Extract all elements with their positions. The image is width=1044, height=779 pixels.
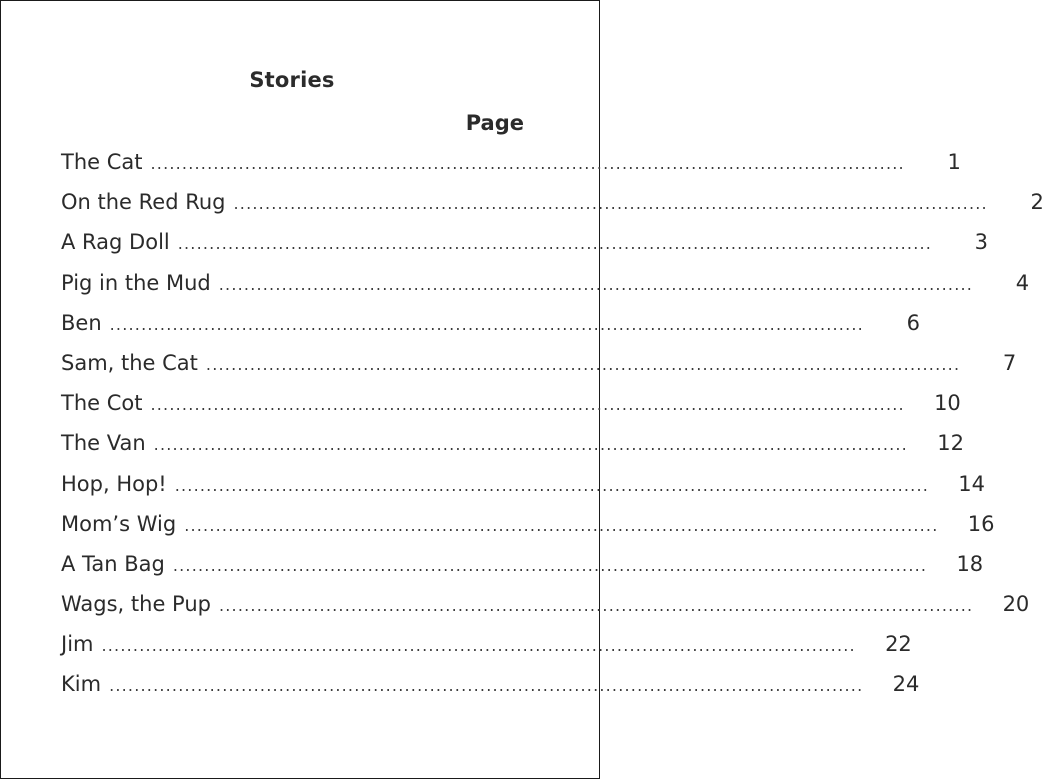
toc-entry-title: Hop, Hop! — [61, 471, 167, 496]
toc-entry-page: 7 — [1002, 350, 1017, 375]
toc-entry-title: On the Red Rug — [61, 190, 226, 215]
toc-entry-title: A Rag Doll — [61, 230, 170, 255]
toc-entry — [61, 504, 995, 544]
toc-entry-title: Ben — [61, 310, 102, 335]
toc-entry-title: A Tan Bag — [61, 551, 165, 576]
toc-entry-page: 18 — [956, 551, 984, 576]
toc-entry-title: Mom’s Wig — [61, 511, 177, 536]
toc-entry — [61, 182, 1044, 222]
dot-leader: ........................................................................................................................ — [174, 475, 930, 495]
toc-entry-title: Sam, the Cat — [61, 350, 198, 375]
dot-leader: ........................................................................................................................ — [172, 555, 928, 575]
dot-leader: ........................................................................................................................ — [153, 435, 908, 455]
toc-entry — [61, 343, 1017, 383]
toc-entry-title: Pig in the Mud — [61, 270, 211, 295]
toc-entry-page: 2 — [1030, 190, 1044, 215]
dot-leader: ........................................................................................................................ — [109, 676, 864, 696]
toc-entry — [61, 544, 984, 584]
dot-leader: ........................................................................................................................ — [101, 636, 856, 656]
toc-entry-title: Wags, the Pup — [61, 592, 211, 617]
toc-entry-title: Kim — [61, 672, 102, 697]
table-of-contents — [61, 142, 1044, 705]
toc-entry — [61, 383, 961, 423]
toc-entry-title: Jim — [61, 632, 94, 657]
toc-entry-page: 16 — [967, 511, 995, 536]
toc-entry — [61, 584, 1030, 624]
toc-entry-title: The Cat — [61, 150, 143, 174]
toc-entry-page: 6 — [906, 310, 920, 335]
page-column-header: Page — [465, 111, 524, 135]
dot-leader: ........................................................................................................................ — [218, 274, 974, 294]
toc-entry-page: 4 — [1015, 270, 1030, 295]
toc-entry-page: 24 — [892, 672, 920, 697]
toc-entry-page: 1 — [947, 150, 961, 174]
dot-leader: ........................................................................................................................ — [205, 354, 961, 374]
toc-entry — [61, 423, 964, 463]
toc-entry — [61, 664, 920, 704]
toc-entry-page: 3 — [974, 230, 989, 255]
page-title: Stories — [249, 68, 335, 92]
dot-leader: ........................................................................................................................ — [150, 395, 905, 415]
toc-entry — [61, 464, 986, 504]
dot-leader: ........................................................................................................................ — [184, 515, 939, 535]
dot-leader: ........................................................................................................................ — [177, 234, 933, 254]
toc-entry — [61, 222, 989, 262]
dot-leader: ........................................................................................................................ — [218, 596, 974, 616]
toc-entry — [61, 624, 912, 664]
toc-entry-page: 22 — [885, 632, 912, 657]
dot-leader: ........................................................................................................................ — [150, 154, 905, 173]
toc-entry — [61, 303, 920, 343]
toc-entry-page: 10 — [934, 391, 961, 416]
toc-entry-page: 14 — [958, 471, 986, 496]
toc-entry-title: The Van — [61, 431, 146, 456]
toc-entry — [61, 263, 1030, 303]
dot-leader: ........................................................................................................................ — [109, 314, 864, 334]
toc-entry-title: The Cot — [61, 391, 143, 416]
dot-leader: ........................................................................................................................ — [233, 194, 988, 214]
toc-entry-page: 12 — [937, 431, 964, 456]
toc-entry-page: 20 — [1002, 592, 1030, 617]
toc-entry — [61, 142, 961, 182]
